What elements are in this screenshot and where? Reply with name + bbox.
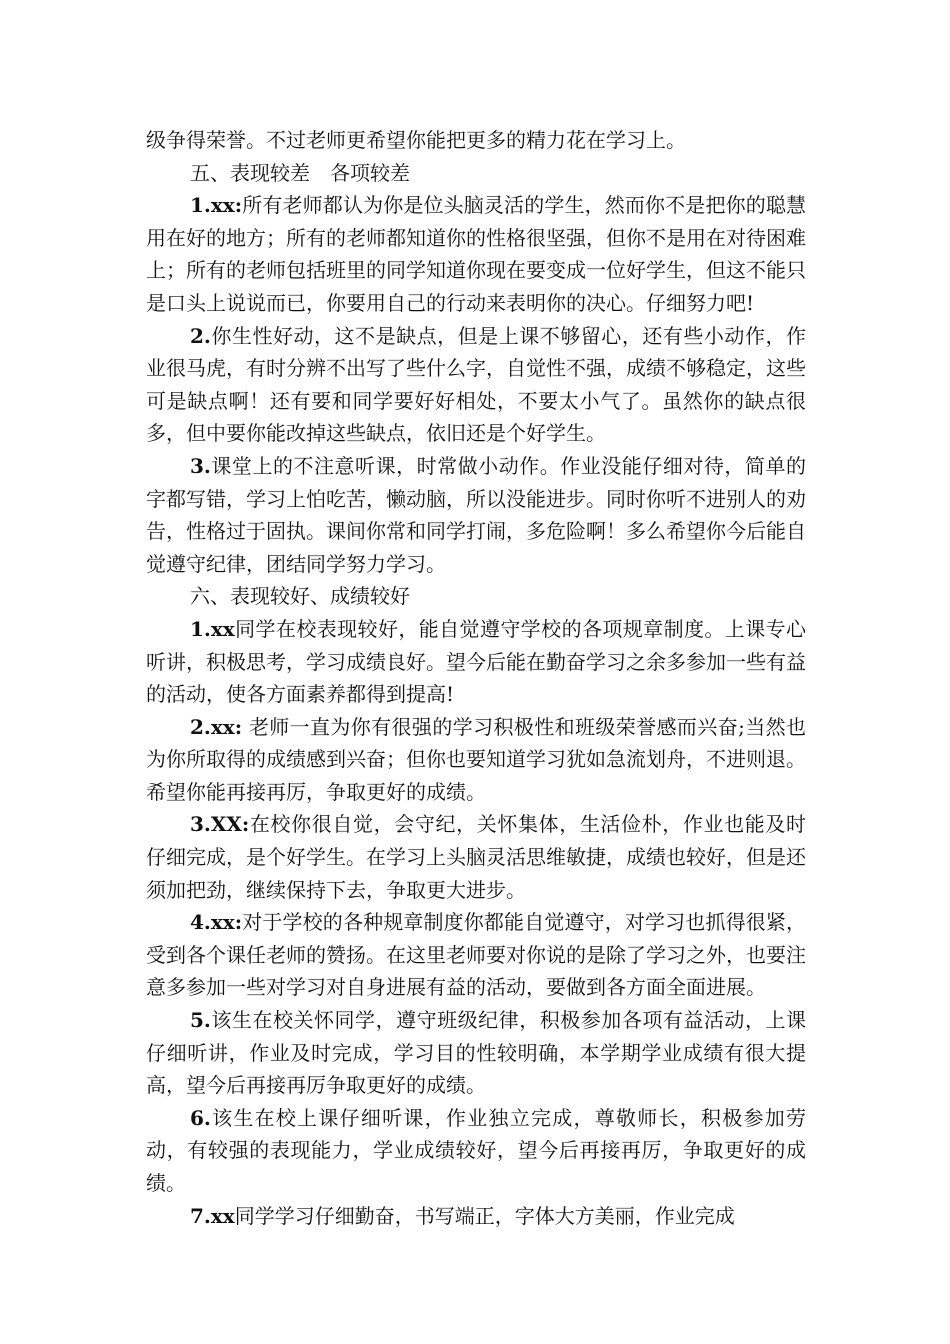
item-number: 3.XX: xyxy=(190,812,250,837)
item-number: 4.xx: xyxy=(190,910,243,935)
document-body xyxy=(146,124,806,1232)
comment-paragraph xyxy=(146,711,806,809)
comment-paragraph xyxy=(146,808,806,906)
comment-paragraph xyxy=(146,906,806,1004)
item-number: 7.xx xyxy=(190,1203,235,1228)
item-number: 5. xyxy=(190,1008,211,1033)
paragraph-text: 同学学习仔细勤奋，书写端正，字体大方美丽，作业完成 xyxy=(234,1203,735,1228)
comment-paragraph xyxy=(146,613,806,711)
paragraph-text: 课堂上的不注意听课，时常做小动作。作业没能仔细对待，简单的字都写错，学习上怕吃苦，懒动脑，所以没能进步。同时你听不进别人的劝告，性格过于固执。课间你常和同学打闹，多危险啊！多么希望你今后能自觉遵守纪律，团结同学努力学习。 xyxy=(146,453,806,576)
paragraph-text: 级争得荣誉。不过老师更希望你能把更多的精力花在学习上。 xyxy=(146,128,686,152)
comment-paragraph xyxy=(146,1004,806,1102)
item-number: 3. xyxy=(190,453,211,478)
paragraph-text: 该生在校上课仔细听课，作业独立完成，尊敬师长，积极参加劳动，有较强的表现能力，学业成绩较好，望今后再接再厉，争取更好的成绩。 xyxy=(146,1105,806,1195)
section-heading-5 xyxy=(146,157,806,190)
item-number: 2.xx: xyxy=(190,714,243,739)
paragraph-text: 该生在校关怀同学，遵守班级纪律，积极参加各项有益活动，上课仔细听讲，作业及时完成，学习目的性较明确，本学期学业成绩有很大提高，望今后再接再厉争取更好的成绩。 xyxy=(146,1008,806,1098)
item-number: 6. xyxy=(190,1105,211,1130)
section-heading-text: 五、表现较差 各项较差 xyxy=(190,160,410,185)
paragraph-text: 在校你很自觉，会守纪，关怀集体，生活俭朴，作业也能及时仔细完成，是个好学生。在学习上头脑灵活思维敏捷，成绩也较好，但是还须加把劲，继续保持下去，争取更大进步。 xyxy=(146,812,806,902)
comment-paragraph xyxy=(146,1200,806,1233)
section-heading-6 xyxy=(146,580,806,613)
paragraph-text: 同学在校表现较好，能自觉遵守学校的各项规章制度。上课专心听讲，积极思考，学习成绩良好。望今后能在勤奋学习之余多参加一些有益的活动，使各方面素养都得到提高! xyxy=(146,616,806,707)
paragraph-text: 所有老师都认为你是位头脑灵活的学生，然而你不是把你的聪慧用在好的地方；所有的老师都知道你的性格很坚强，但你不是用在对待困难上；所有的老师包括班里的同学知道你现在要变成一位好学生，但这不能只是口头上说说而已，你要用自己的行动来表明你的决心。仔细努力吧! xyxy=(146,193,806,315)
item-number: 1.xx: xyxy=(190,193,243,218)
comment-paragraph xyxy=(146,1102,806,1200)
comment-paragraph xyxy=(146,189,806,319)
section-heading-text: 六、表现较好、成绩较好 xyxy=(190,584,410,609)
paragraph-continuation xyxy=(146,124,806,157)
comment-paragraph xyxy=(146,450,806,580)
comment-paragraph xyxy=(146,320,806,450)
paragraph-text: 老师一直为你有很强的学习积极性和班级荣誉感而兴奋;当然也为你所取得的成绩感到兴奋；但你也要知道学习犹如急流划舟，不进则退。希望你能再接再厉，争取更好的成绩。 xyxy=(146,714,806,804)
item-number: 1.xx xyxy=(190,616,235,641)
paragraph-text: 对于学校的各种规章制度你都能自觉遵守，对学习也抓得很紧，受到各个课任老师的赞扬。在这里老师要对你说的是除了学习之外，也要注意多参加一些对学习对自身进展有益的活动，要做到各方面全面进展。 xyxy=(146,910,806,1000)
item-number: 2. xyxy=(190,323,211,348)
paragraph-text: 你生性好动，这不是缺点，但是上课不够留心，还有些小动作，作业很马虎，有时分辨不出写了些什么字，自觉性不强，成绩不够稳定，这些可是缺点啊！还有要和同学要好好相处，不要太小气了。虽然你的缺点很多，但中要你能改掉这些缺点，依旧还是个好学生。 xyxy=(146,323,806,446)
